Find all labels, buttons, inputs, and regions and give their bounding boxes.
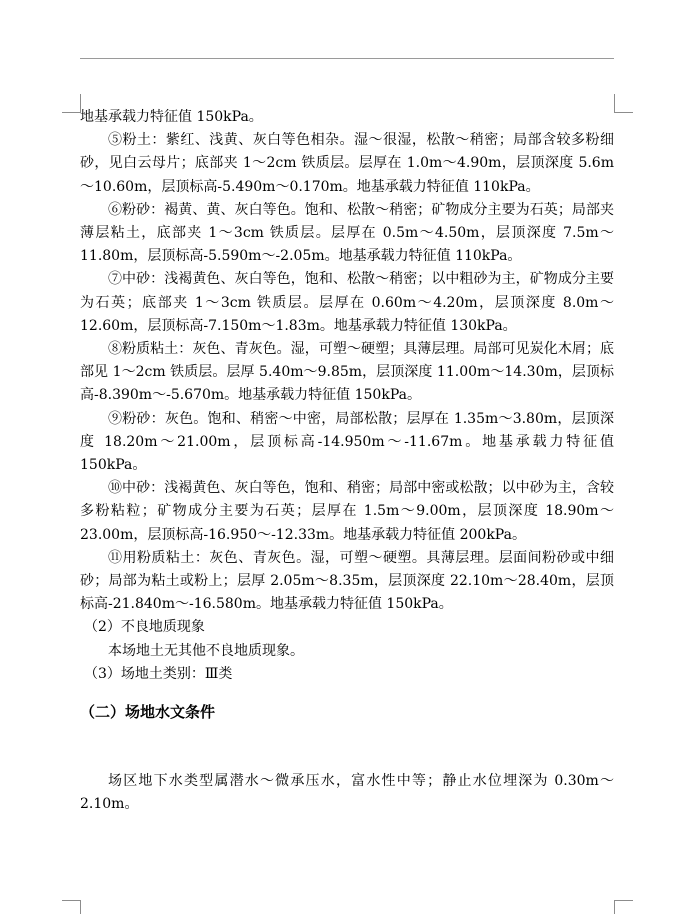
paragraph-bearing-capacity: 地基承载力特征值 150kPa。 xyxy=(80,109,263,125)
subsection-site-class: （3）场地土类别：Ⅲ类 xyxy=(84,665,233,682)
crop-mark-bottom-left xyxy=(62,900,81,914)
subsection-bad-geology-title: （2）不良地质现象 xyxy=(84,619,205,636)
paragraph-layer-10-medium-sand: ⑩中砂：浅褐黄色、灰白等色，饱和、稍密；局部中密或松散；以中砂为主，含较多粉粘粒；矿物成分主要为石英；层厚在 1.5m～9.00m，层顶深度 18.90m～23.00m，层顶标高-16.950～-12.33m。地基承载力特征值 200kPa。 xyxy=(80,480,614,543)
paragraph-layer-8-silty-clay: ⑧粉质粘土：灰色、青灰色。湿，可塑～硬塑；具薄层理。局部可见炭化木屑；底部见 1～2cm 铁质层。层厚 5.40m～9.85m，层顶深度 11.00m～14.30m，层顶标高-8.390m～-5.670m。地基承载力特征值 150kPa。 xyxy=(80,341,614,404)
paragraph-layer-9-silty-sand: ⑨粉砂：灰色。饱和、稍密～中密，局部松散；层厚在 1.35m～3.80m，层顶深度 18.20m～21.00m，层顶标高-14.950m～-11.67m。地基承载力特征值 150kPa。 xyxy=(80,410,614,474)
body-text xyxy=(80,106,614,816)
subsection-bad-geology-text: 本场地土无其他不良地质现象。 xyxy=(108,642,304,659)
paragraph-layer-5-silt: ⑤粉土：紫红、浅黄、灰白等色相杂。湿～很湿，松散～稍密；局部含较多粉细砂，见白云母片；底部夹 1～2cm 铁质层。层厚在 1.0m～4.90m，层顶深度 5.6m～10.60m，层顶标高-5.490m～0.170m。地基承载力特征值 110kPa。 xyxy=(80,132,614,195)
crop-mark-top-right xyxy=(614,94,633,113)
paragraph-layer-7-medium-sand: ⑦中砂：浅褐黄色、灰白等色，饱和、松散～稍密；以中粗砂为主，矿物成分主要为石英；底部夹 1～3cm 铁质层。层厚在 0.60m～4.20m，层顶深度 8.0m～12.60m，层顶标高-7.150m～1.83m。地基承载力特征值 130kPa。 xyxy=(80,271,614,334)
paragraph-layer-11-silty-clay: ⑪用粉质粘土：灰色、青灰色。湿，可塑～硬塑。具薄层理。层面间粉砂或中细砂；局部为粘土或粉上；层厚 2.05m～8.35m，层顶深度 22.10m～28.40m，层顶标高-21.840m～-16.580m。地基承载力特征值 150kPa。 xyxy=(80,549,614,613)
header-rule xyxy=(80,58,614,59)
crop-mark-bottom-right xyxy=(614,900,633,914)
section-heading-hydrology: （二）场地水文条件 xyxy=(80,703,216,722)
paragraph-layer-6-silty-sand: ⑥粉砂：褐黄、黄、灰白等色。饱和、松散～稍密；矿物成分主要为石英；局部夹薄层粘土，底部夹 1～3cm 铁质层。层厚在 0.5m～4.50m，层顶深度 7.5m～ 11.80m，层顶标高-5.590m～-2.05m。地基承载力特征值 110kPa。 xyxy=(80,201,614,265)
crop-mark-top-left xyxy=(62,94,81,113)
paragraph-hydrology: 场区地下水类型属潜水～微承压水，富水性中等；静止水位埋深为 0.30m～2.10m。 xyxy=(80,773,614,813)
